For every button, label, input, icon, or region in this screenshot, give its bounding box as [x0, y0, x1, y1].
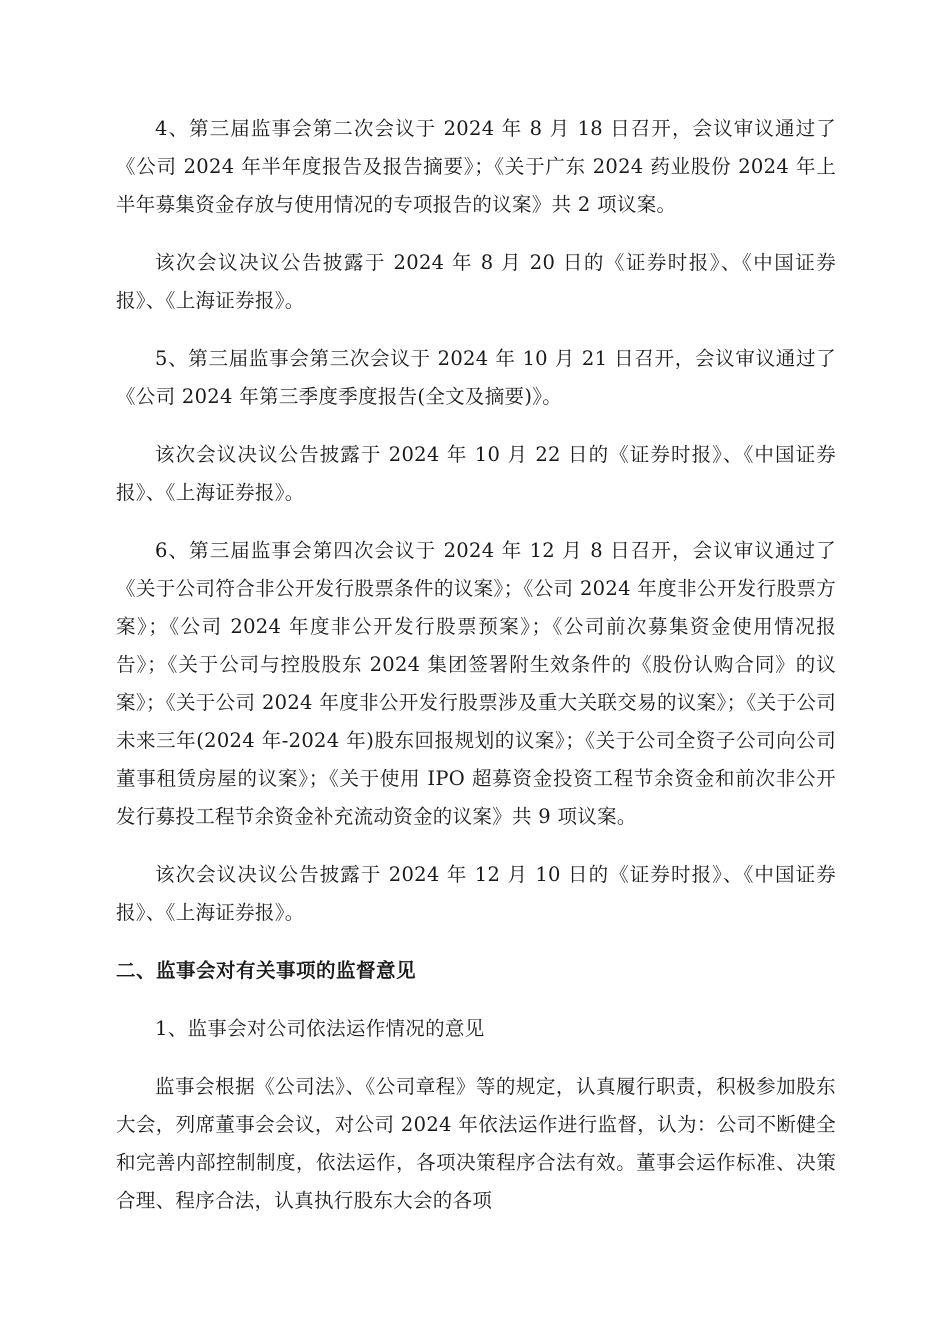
meeting-5-disclosure: 该次会议决议公告披露于 2024 年 10 月 22 日的《证券时报》、《中国证券报》、《上海证券报》。	[116, 443, 836, 504]
meeting-5-paragraph: 5、第三届监事会第三次会议于 2024 年 10 月 21 日召开，会议审议通过了《公司 2024 年第三季度季度报告(全文及摘要)》。	[116, 347, 836, 408]
subsection-title: 1、监事会对公司依法运作情况的意见	[155, 1017, 485, 1040]
body-paragraph: 监事会根据《公司法》、《公司章程》等的规定，认真履行职责，积极参加股东大会，列席董事会会议，对公司 2024 年依法运作进行监督，认为：公司不断健全和完善内部控制制度，依法运作，各项决策程序合法有效。董事会运作标准、决策合理、程序合法，认真执行股东大会的各项	[116, 1075, 836, 1212]
meeting-6-paragraph: 6、第三届监事会第四次会议于 2024 年 12 月 8 日召开，会议审议通过了《关于公司符合非公开发行股票条件的议案》；《公司 2024 年度非公开发行股票方案》；《公司 2024 年度非公开发行股票预案》；《公司前次募集资金使用情况报告》；《关于公司与控股股东 2024 集团签署附生效条件的《股份认购合同》的议案》；《关于公司 2024 年度非公开发行股票涉及重大关联交易的议案》；《关于公司未来三年(2024 年-2024 年)股东回报规划的议案》；《关于公司全资子公司向公司董事租赁房屋的议案》；《关于使用 IPO 超募资金投资工程节余资金和前次非公开发行募投工程节余资金补充流动资金的议案》共 9 项议案。	[116, 539, 836, 828]
meeting-6-disclosure: 该次会议决议公告披露于 2024 年 12 月 10 日的《证券时报》、《中国证券报》、《上海证券报》。	[116, 863, 836, 924]
document-page	[116, 110, 836, 1240]
meeting-4-disclosure: 该次会议决议公告披露于 2024 年 8 月 20 日的《证券时报》、《中国证券报》、《上海证券报》。	[116, 251, 836, 312]
section-heading: 二、监事会对有关事项的监督意见	[116, 959, 417, 982]
meeting-4-paragraph: 4、第三届监事会第二次会议于 2024 年 8 月 18 日召开，会议审议通过了《公司 2024 年半年度报告及报告摘要》；《关于广东 2024 药业股份 2024 年上半年募集资金存放与使用情况的专项报告的议案》共 2 项议案。	[116, 117, 836, 216]
